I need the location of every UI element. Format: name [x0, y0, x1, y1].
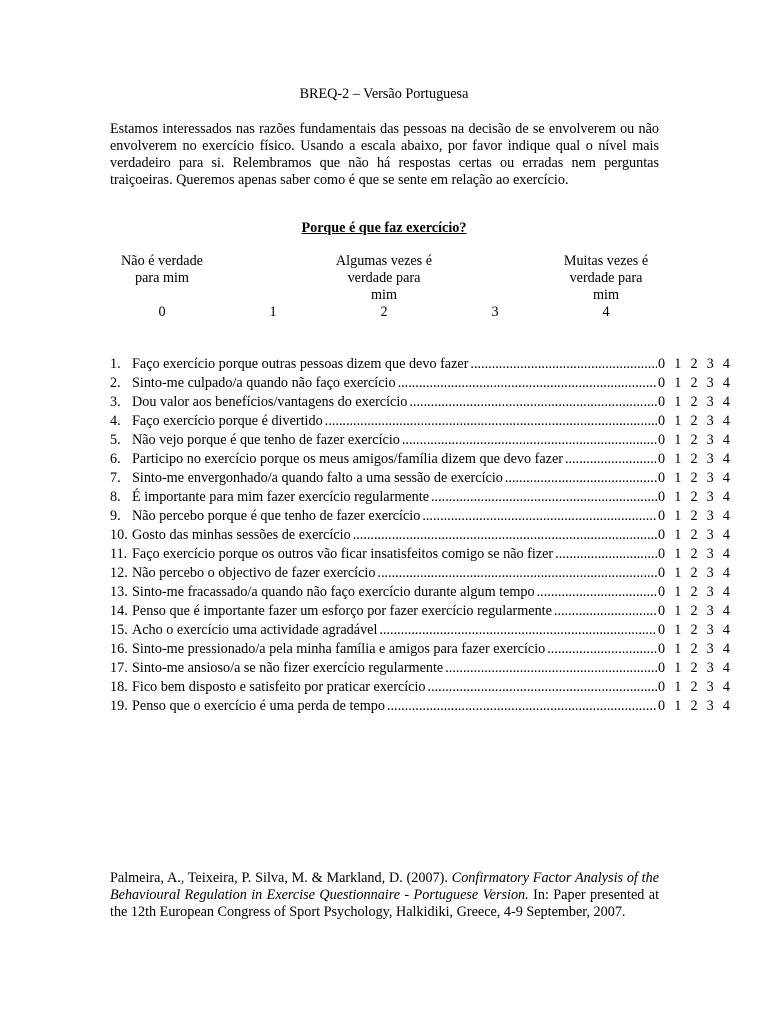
scale-option[interactable]: 3: [706, 698, 714, 714]
scale-option[interactable]: 2: [690, 394, 698, 410]
dot-leader: [428, 678, 657, 697]
item-scale: [658, 431, 730, 450]
item-scale: [658, 526, 730, 545]
item-number: 1.: [110, 356, 121, 372]
citation-details: In: Paper presented at the 12th European Congress of Sport Psychology, Halkidiki, Greece, 4-9 September, 2007.: [110, 887, 660, 920]
scale-option[interactable]: 1: [674, 432, 682, 448]
item-text: Sinto-me ansioso/a se não fizer exercício regularmente: [132, 660, 444, 676]
scale-option[interactable]: 3: [706, 679, 714, 695]
item-number: 4.: [110, 413, 121, 429]
scale-option[interactable]: 0: [658, 603, 666, 619]
scale-option[interactable]: 2: [690, 470, 698, 486]
questionnaire-item: [110, 621, 730, 640]
dot-leader: [505, 469, 657, 488]
item-number: 2.: [110, 375, 121, 391]
scale-option[interactable]: 1: [674, 527, 682, 543]
scale-option[interactable]: 0: [658, 394, 666, 410]
scale-number: 0: [158, 304, 166, 320]
questionnaire-item: [110, 355, 730, 374]
item-scale: [658, 640, 730, 659]
scale-option[interactable]: 3: [706, 356, 714, 372]
scale-option[interactable]: 1: [674, 584, 682, 600]
scale-option[interactable]: 1: [674, 413, 682, 429]
scale-option[interactable]: 4: [722, 603, 730, 619]
item-text: Fico bem disposto e satisfeito por praticar exercício: [132, 679, 426, 695]
scale-option[interactable]: 3: [706, 546, 714, 562]
scale-option[interactable]: 4: [722, 489, 730, 505]
scale-option[interactable]: 3: [706, 489, 714, 505]
scale-option[interactable]: 4: [722, 660, 730, 676]
scale-option[interactable]: 1: [674, 394, 682, 410]
questionnaire-item: [110, 659, 730, 678]
citation: [110, 870, 659, 921]
scale-label-line: Não é verdade: [121, 253, 203, 269]
scale-option[interactable]: 3: [706, 394, 714, 410]
scale-option[interactable]: 2: [690, 375, 698, 391]
dot-leader: [325, 412, 657, 431]
dot-leader: [470, 355, 657, 374]
item-text: Sinto-me envergonhado/a quando falto a uma sessão de exercício: [132, 470, 503, 486]
questionnaire-item: [110, 526, 730, 545]
item-scale: [658, 602, 730, 621]
questionnaire-item: [110, 545, 730, 564]
item-text: Dou valor aos benefícios/vantagens do exercício: [132, 394, 408, 410]
dot-leader: [398, 374, 657, 393]
scale-option[interactable]: 3: [706, 375, 714, 391]
item-text: Sinto-me fracassado/a quando não faço exercício durante algum tempo: [132, 584, 535, 600]
scale-option[interactable]: 0: [658, 527, 666, 543]
dot-leader: [537, 583, 657, 602]
scale-option[interactable]: 3: [706, 641, 714, 657]
questionnaire-item: [110, 602, 730, 621]
item-text: Sinto-me pressionado/a pela minha família e amigos para fazer exercício: [132, 641, 546, 657]
scale-option[interactable]: 2: [690, 546, 698, 562]
scale-option[interactable]: 4: [722, 546, 730, 562]
scale-option[interactable]: 0: [658, 546, 666, 562]
scale-label-line: Muitas vezes é: [563, 253, 649, 269]
item-scale: [658, 697, 730, 716]
scale-option[interactable]: 1: [674, 356, 682, 372]
item-text: Gosto das minhas sessões de exercício: [132, 527, 351, 543]
scale-label-line: para mim: [135, 270, 189, 286]
scale-option[interactable]: 2: [690, 451, 698, 467]
item-text: Não percebo o objectivo de fazer exercício: [132, 565, 376, 581]
scale-option[interactable]: 1: [674, 679, 682, 695]
scale-option[interactable]: 3: [706, 508, 714, 524]
scale-option[interactable]: 0: [658, 375, 666, 391]
scale-option[interactable]: 2: [690, 527, 698, 543]
dot-leader: [547, 640, 657, 659]
scale-option[interactable]: 4: [722, 394, 730, 410]
scale-option[interactable]: 4: [722, 565, 730, 581]
item-text: Faço exercício porque os outros vão ficar insatisfeitos comigo se não fizer: [132, 546, 554, 562]
item-scale: [658, 374, 730, 393]
scale-option[interactable]: 0: [658, 565, 666, 581]
dot-leader: [422, 507, 657, 526]
item-scale: [658, 469, 730, 488]
questionnaire-item: [110, 450, 730, 469]
scale-label-line: verdade para: [569, 270, 643, 286]
dot-leader: [377, 564, 657, 583]
scale-option[interactable]: 4: [722, 622, 730, 638]
item-scale: [658, 621, 730, 640]
citation-title: Confirmatory Factor Analysis of the Behavioural Regulation in Exercise Questionnaire - Portuguese Version.: [110, 870, 660, 903]
item-text: Penso que o exercício é uma perda de tempo: [132, 698, 385, 714]
item-number: 18.: [110, 679, 128, 695]
scale-option[interactable]: 0: [658, 413, 666, 429]
scale-option[interactable]: 1: [674, 375, 682, 391]
scale-option[interactable]: 2: [690, 622, 698, 638]
scale-option[interactable]: 2: [690, 432, 698, 448]
item-text: Acho o exercício uma actividade agradável: [132, 622, 378, 638]
item-scale: [658, 412, 730, 431]
scale-option[interactable]: 4: [722, 641, 730, 657]
item-number: 5.: [110, 432, 121, 448]
scale-label-often-true: [541, 253, 671, 304]
scale-number: 2: [380, 304, 388, 320]
scale-number: 4: [602, 304, 610, 320]
item-text: Não vejo porque é que tenho de fazer exercício: [132, 432, 400, 448]
item-text: Participo no exercício porque os meus amigos/família dizem que devo fazer: [132, 451, 563, 467]
dot-leader: [353, 526, 657, 545]
item-scale: [658, 545, 730, 564]
scale-option[interactable]: 3: [706, 470, 714, 486]
scale-option[interactable]: 0: [658, 622, 666, 638]
scale-option[interactable]: 3: [706, 527, 714, 543]
dot-leader: [409, 393, 657, 412]
scale-option[interactable]: 4: [722, 527, 730, 543]
item-number: 15.: [110, 622, 128, 638]
scale-option[interactable]: 0: [658, 660, 666, 676]
questionnaire-item: [110, 469, 730, 488]
scale-option[interactable]: 1: [674, 508, 682, 524]
dot-leader: [555, 545, 657, 564]
scale-option[interactable]: 0: [658, 489, 666, 505]
dot-leader: [445, 659, 657, 678]
intro-paragraph: Estamos interessados nas razões fundamentais das pessoas na decisão de se envolverem ou não envolverem no exercício físico. Usando a escala abaixo, por favor indique qual o nível mais verdadeiro para si. Relembramos que não há respostas certas ou erradas nem perguntas traiçoeiras. Queremos apenas saber como é que se sente em relação ao exercício.: [110, 121, 659, 188]
questionnaire-item: [110, 507, 730, 526]
scale-option[interactable]: 2: [690, 508, 698, 524]
item-text: Faço exercício porque é divertido: [132, 413, 323, 429]
item-number: 19.: [110, 698, 128, 714]
scale-label-line: mim: [370, 287, 397, 303]
item-text: Penso que é importante fazer um esforço por fazer exercício regularmente: [132, 603, 552, 619]
scale-option[interactable]: 3: [706, 584, 714, 600]
item-number: 13.: [110, 584, 128, 600]
scale-label-not-true: [97, 253, 227, 287]
scale-option[interactable]: 4: [722, 432, 730, 448]
item-text: Faço exercício porque outras pessoas dizem que devo fazer: [132, 356, 469, 372]
scale-option[interactable]: 1: [674, 451, 682, 467]
scale-option[interactable]: 0: [658, 451, 666, 467]
item-number: 11.: [110, 546, 128, 562]
scale-option[interactable]: 4: [722, 470, 730, 486]
item-scale: [658, 564, 730, 583]
item-text: Não percebo porque é que tenho de fazer exercício: [132, 508, 421, 524]
item-scale: [658, 583, 730, 602]
scale-option[interactable]: 4: [722, 356, 730, 372]
scale-number: 3: [491, 304, 499, 320]
scale-label-line: verdade para: [347, 270, 421, 286]
item-scale: [658, 659, 730, 678]
scale-option[interactable]: 4: [722, 508, 730, 524]
scale-option[interactable]: 1: [674, 565, 682, 581]
scale-option[interactable]: 1: [674, 546, 682, 562]
scale-option[interactable]: 0: [658, 432, 666, 448]
scale-option[interactable]: 1: [674, 698, 682, 714]
scale-option[interactable]: 4: [722, 679, 730, 695]
item-number: 7.: [110, 470, 121, 486]
item-number: 8.: [110, 489, 121, 505]
scale-option[interactable]: 2: [690, 603, 698, 619]
item-scale: [658, 450, 730, 469]
item-number: 6.: [110, 451, 121, 467]
scale-option[interactable]: 4: [722, 413, 730, 429]
scale-option[interactable]: 1: [674, 641, 682, 657]
scale-option[interactable]: 2: [690, 660, 698, 676]
scale-option[interactable]: 3: [706, 660, 714, 676]
questionnaire-item: [110, 374, 730, 393]
questionnaire-item: [110, 393, 730, 412]
questionnaire-item: [110, 412, 730, 431]
questionnaire-item: [110, 697, 730, 716]
item-number: 14.: [110, 603, 128, 619]
item-number: 9.: [110, 508, 121, 524]
questionnaire-item: [110, 640, 730, 659]
scale-option[interactable]: 0: [658, 470, 666, 486]
scale-option[interactable]: 4: [722, 584, 730, 600]
scale-label-line: Algumas vezes é: [335, 253, 433, 269]
scale-option[interactable]: 0: [658, 679, 666, 695]
scale-option[interactable]: 2: [690, 413, 698, 429]
scale-option[interactable]: 3: [706, 622, 714, 638]
question-heading: Porque é que faz exercício?: [301, 220, 467, 236]
scale-label-line: mim: [592, 287, 619, 303]
item-number: 3.: [110, 394, 121, 410]
scale-option[interactable]: 0: [658, 698, 666, 714]
item-number: 17.: [110, 660, 128, 676]
scale-option[interactable]: 1: [674, 622, 682, 638]
scale-option[interactable]: 0: [658, 584, 666, 600]
questionnaire-items: [110, 355, 730, 716]
scale-option[interactable]: 2: [690, 679, 698, 695]
dot-leader: [431, 488, 657, 507]
citation-authors: Palmeira, A., Teixeira, P. Silva, M. & Markland, D. (2007).: [110, 870, 448, 886]
item-number: 10.: [110, 527, 128, 543]
scale-option[interactable]: 1: [674, 603, 682, 619]
scale-option[interactable]: 2: [690, 584, 698, 600]
scale-option[interactable]: 2: [690, 489, 698, 505]
scale-option[interactable]: 4: [722, 375, 730, 391]
scale-option[interactable]: 4: [722, 698, 730, 714]
dot-leader: [379, 621, 657, 640]
scale-option[interactable]: 3: [706, 603, 714, 619]
scale-option[interactable]: 3: [706, 432, 714, 448]
scale-option[interactable]: 0: [658, 356, 666, 372]
dot-leader: [565, 450, 657, 469]
dot-leader: [554, 602, 657, 621]
scale-option[interactable]: 2: [690, 698, 698, 714]
scale-option[interactable]: 2: [690, 565, 698, 581]
scale-option[interactable]: 0: [658, 641, 666, 657]
scale-option[interactable]: 0: [658, 508, 666, 524]
scale-number: 1: [269, 304, 277, 320]
item-number: 16.: [110, 641, 128, 657]
item-scale: [658, 678, 730, 697]
questionnaire-item: [110, 678, 730, 697]
item-number: 12.: [110, 565, 128, 581]
item-scale: [658, 507, 730, 526]
item-scale: [658, 488, 730, 507]
questionnaire-item: [110, 583, 730, 602]
dot-leader: [402, 431, 657, 450]
dot-leader: [387, 697, 657, 716]
scale-option[interactable]: 1: [674, 660, 682, 676]
scale-option[interactable]: 2: [690, 356, 698, 372]
item-scale: [658, 393, 730, 412]
scale-option[interactable]: 4: [722, 451, 730, 467]
questionnaire-item: [110, 488, 730, 507]
scale-option[interactable]: 3: [706, 451, 714, 467]
scale-option[interactable]: 1: [674, 470, 682, 486]
questionnaire-item: [110, 564, 730, 583]
scale-option[interactable]: 1: [674, 489, 682, 505]
item-text: É importante para mim fazer exercício regularmente: [132, 489, 429, 505]
item-scale: [658, 355, 730, 374]
scale-option[interactable]: 3: [706, 413, 714, 429]
page-title: BREQ-2 – Versão Portuguesa: [299, 86, 469, 102]
item-text: Sinto-me culpado/a quando não faço exercício: [132, 375, 396, 391]
questionnaire-item: [110, 431, 730, 450]
scale-option[interactable]: 2: [690, 641, 698, 657]
scale-option[interactable]: 3: [706, 565, 714, 581]
scale-label-sometimes-true: [319, 253, 449, 304]
